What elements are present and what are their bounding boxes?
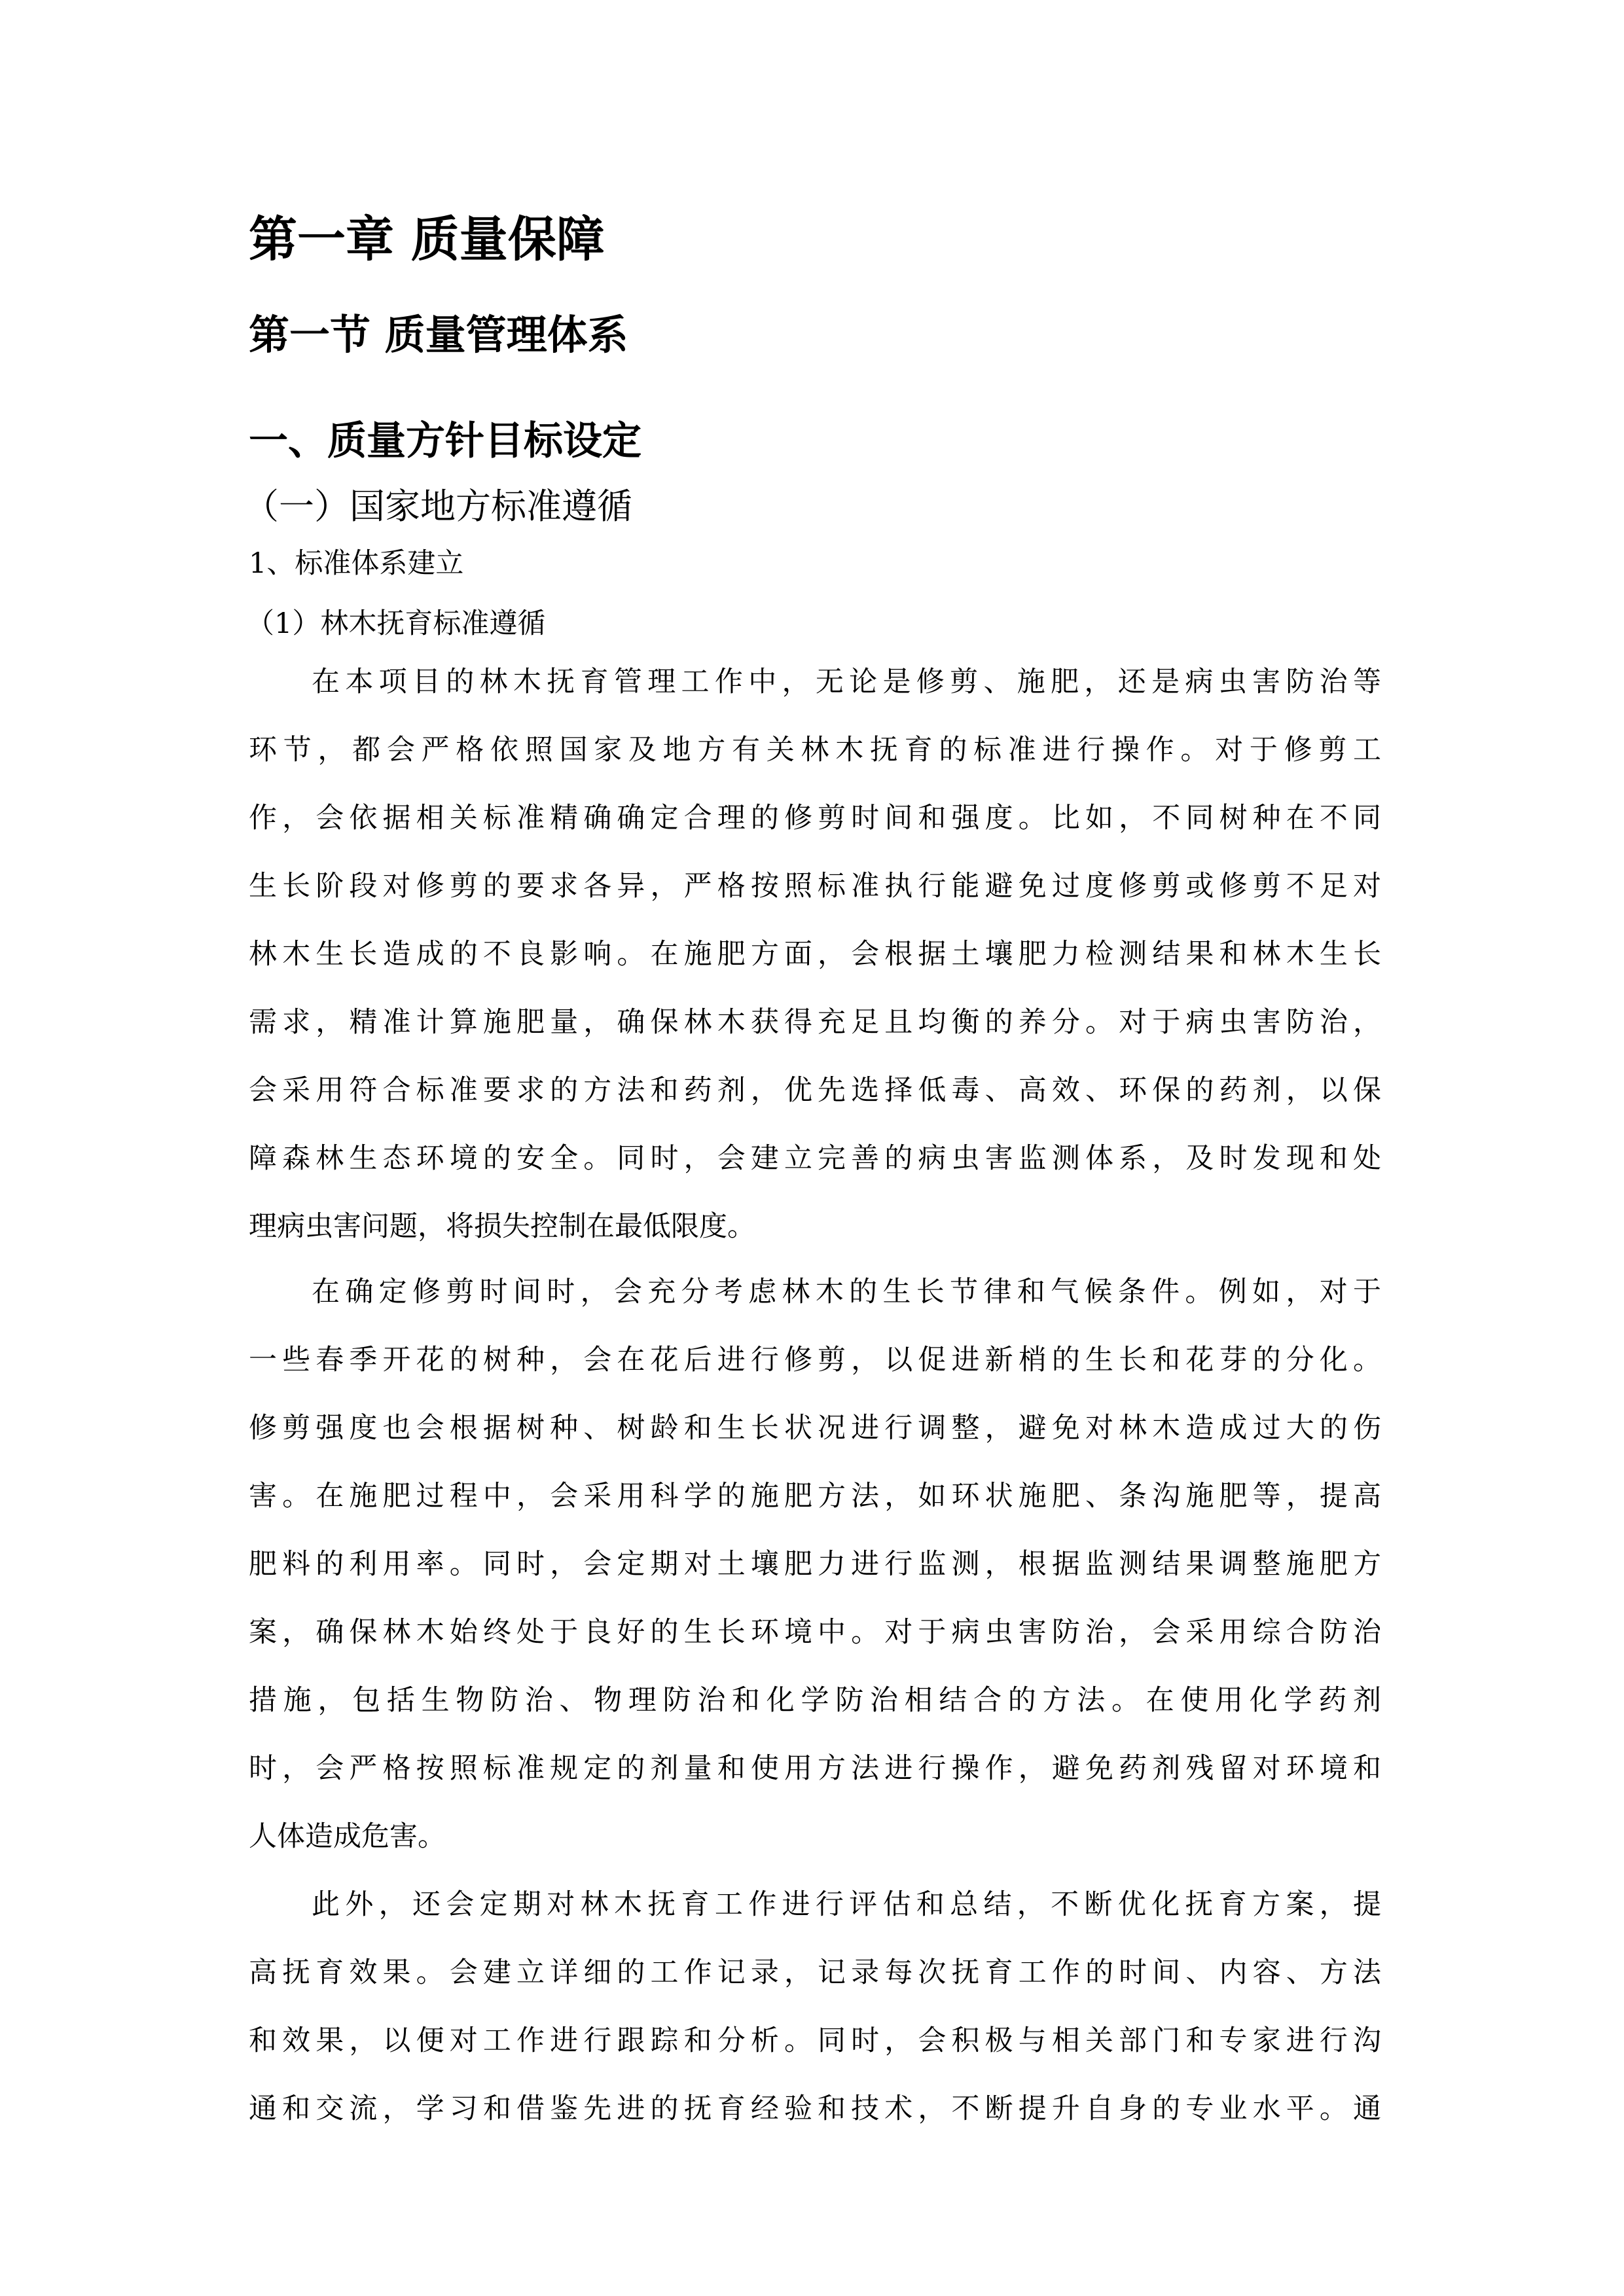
paragraph-line: 作，会依据相关标准精确确定合理的修剪时间和强度。比如，不同树种在不同 xyxy=(249,802,1381,834)
document-page xyxy=(244,0,1381,2296)
paragraph-line: 环节，都会严格依照国家及地方有关林木抚育的标准进行操作。对于修剪工 xyxy=(249,734,1381,766)
paragraph-line: 在本项目的林木抚育管理工作中，无论是修剪、施肥，还是病虫害防治等 xyxy=(312,666,1381,698)
paragraph-2 xyxy=(249,1258,1381,1871)
paragraph-line: 此外，还会定期对林木抚育工作进行评估和总结，不断优化抚育方案，提 xyxy=(312,1888,1381,1921)
paragraph-line: 和效果，以便对工作进行跟踪和分析。同时，会积极与相关部门和专家进行沟 xyxy=(249,2024,1381,2057)
paragraph-line: 肥料的利用率。同时，会定期对土壤肥力进行监测，根据监测结果调整施肥方 xyxy=(249,1548,1381,1581)
paragraph-line: 障森林生态环境的安全。同时，会建立完善的病虫害监测体系，及时发现和处 xyxy=(249,1142,1381,1175)
paragraph-line: 一些春季开花的树种，会在花后进行修剪，以促进新梢的生长和花芽的分化。 xyxy=(249,1344,1381,1376)
paragraph-line: 会采用符合标准要求的方法和药剂，优先选择低毒、高效、环保的药剂，以保 xyxy=(249,1074,1381,1107)
paragraph-line: 修剪强度也会根据树种、树龄和生长状况进行调整，避免对林木造成过大的伤 xyxy=(249,1412,1381,1444)
paragraph-3 xyxy=(249,1871,1381,2143)
paragraph-line: 生长阶段对修剪的要求各异，严格按照标准执行能避免过度修剪或修剪不足对 xyxy=(249,870,1381,903)
paragraph-line: 害。在施肥过程中，会采用科学的施肥方法，如环状施肥、条沟施肥等，提高 xyxy=(249,1480,1381,1513)
sub-subsection-title: （一）国家地方标准遵循 xyxy=(244,486,632,527)
paragraph-line: 时，会严格按照标准规定的剂量和使用方法进行操作，避免药剂残留对环境和 xyxy=(249,1752,1381,1785)
paragraph-line: 需求，精准计算施肥量，确保林木获得充足且均衡的养分。对于病虫害防治， xyxy=(249,1006,1381,1039)
paragraph-line: 高抚育效果。会建立详细的工作记录，记录每次抚育工作的时间、内容、方法 xyxy=(249,1956,1381,1989)
section-title: 第一节 质量管理体系 xyxy=(249,311,628,359)
subitem-title: （1）林木抚育标准遵循 xyxy=(246,607,546,640)
paragraph-line: 理病虫害问题，将损失控制在最低限度。 xyxy=(249,1210,755,1243)
paragraph-1 xyxy=(249,648,1381,1261)
paragraph-line: 林木生长造成的不良影响。在施肥方面，会根据土壤肥力检测结果和林木生长 xyxy=(249,938,1381,971)
paragraph-line: 措施，包括生物防治、物理防治和化学防治相结合的方法。在使用化学药剂 xyxy=(249,1684,1381,1717)
chapter-title: 第一章 质量保障 xyxy=(249,211,605,268)
subsection-title: 一、质量方针目标设定 xyxy=(249,418,641,464)
paragraph-line: 在确定修剪时间时，会充分考虑林木的生长节律和气候条件。例如，对于 xyxy=(312,1276,1381,1308)
paragraph-line: 通和交流，学习和借鉴先进的抚育经验和技术，不断提升自身的专业水平。通 xyxy=(249,2092,1381,2125)
paragraph-line: 人体造成危害。 xyxy=(249,1820,446,1853)
item-title: 1、标准体系建立 xyxy=(249,547,464,580)
paragraph-line: 案，确保林木始终处于良好的生长环境中。对于病虫害防治，会采用综合防治 xyxy=(249,1616,1381,1649)
